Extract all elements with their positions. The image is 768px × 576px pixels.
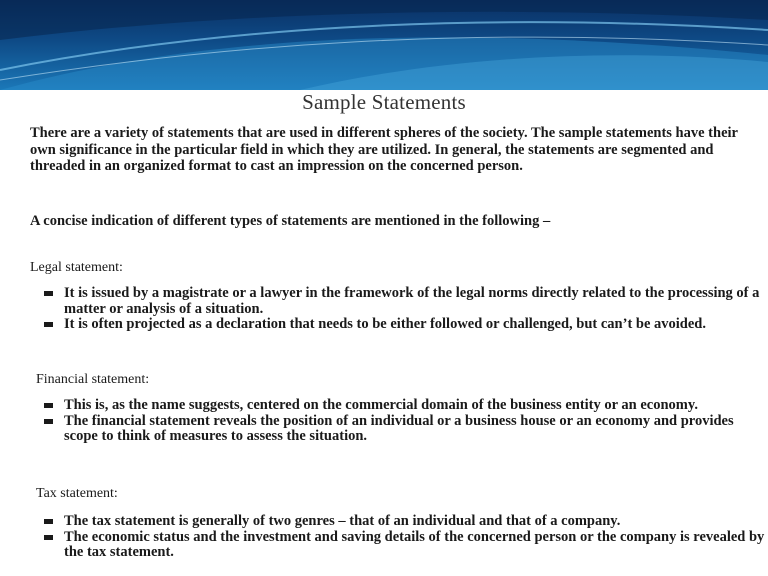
bullet-icon xyxy=(44,519,53,524)
list-item: This is, as the name suggests, centered on the commercial domain of the business entity or an economy. xyxy=(40,398,765,414)
bullet-icon xyxy=(44,403,53,408)
bullet-icon xyxy=(44,535,53,540)
bullet-icon xyxy=(44,322,53,327)
legal-bullet-list xyxy=(40,286,765,333)
tax-bullet-list xyxy=(40,514,765,561)
intro-summary: A concise indication of different types of statements are mentioned in the following – xyxy=(30,213,551,229)
header-banner xyxy=(0,0,768,90)
intro-paragraph: There are a variety of statements that are used in different spheres of the society. The sample statements have their own significance in the particular field in which they are utilized. In general, the statements are segmented and threaded in an organized format to cast an impression on the concerned person. xyxy=(30,125,738,174)
page-title: Sample Statements xyxy=(302,90,466,114)
section-heading-tax: Tax statement: xyxy=(36,486,118,501)
banner-swoosh-graphic xyxy=(0,0,768,90)
list-item: The tax statement is generally of two genres – that of an individual and that of a company. xyxy=(40,514,765,530)
list-item: It is issued by a magistrate or a lawyer in the framework of the legal norms directly related to the processing of a matter or analysis of a situation. xyxy=(40,286,765,317)
section-heading-financial: Financial statement: xyxy=(36,372,150,387)
financial-bullet-list xyxy=(40,398,765,445)
bullet-icon xyxy=(44,419,53,424)
section-heading-legal: Legal statement: xyxy=(30,260,123,275)
list-item: The financial statement reveals the position of an individual or a business house or an economy and provides scope to think of measures to assess the situation. xyxy=(40,414,765,445)
bullet-icon xyxy=(44,291,53,296)
list-item: The economic status and the investment and saving details of the concerned person or the company is revealed by the tax statement. xyxy=(40,530,765,561)
list-item: It is often projected as a declaration that needs to be either followed or challenged, but can’t be avoided. xyxy=(40,317,765,333)
